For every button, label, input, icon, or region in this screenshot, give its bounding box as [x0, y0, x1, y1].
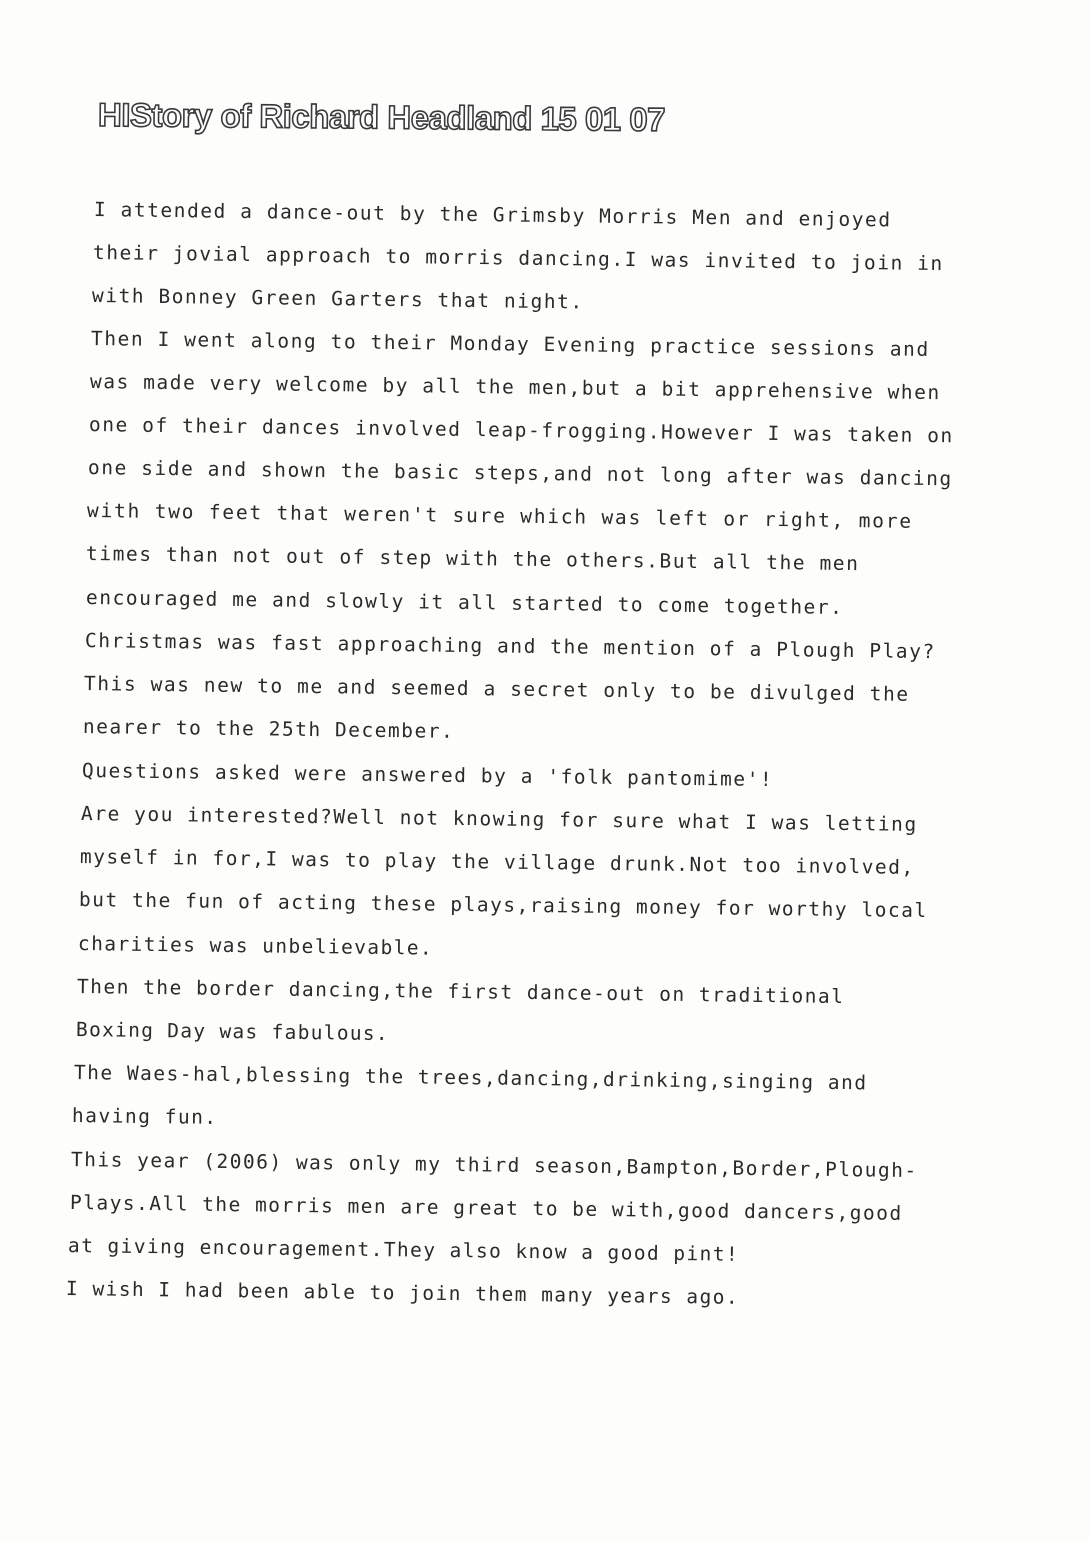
- text-line: Then I went along to their Monday Evening practice sessions and: [90, 327, 930, 361]
- text-line: Questions asked were answered by a 'folk pantomime'!: [81, 759, 774, 792]
- text-line: Boxing Day was fabulous.: [75, 1018, 390, 1046]
- text-line: Christmas was fast approaching and the mention of a Plough Play?: [84, 629, 936, 664]
- text-line: Plays.All the morris men are great to be with,good dancers,good: [69, 1191, 903, 1225]
- text-line: having fun.: [71, 1104, 218, 1129]
- text-line: This year (2006) was only my third season,Bampton,Border,Plough-: [70, 1148, 918, 1183]
- text-line: was made very welcome by all the men,but a bit apprehensive when: [89, 370, 941, 405]
- text-line: I attended a dance-out by the Grimsby Morris Men and enjoyed: [93, 198, 892, 232]
- text-line: nearer to the 25th December.: [82, 715, 455, 743]
- text-line: I wish I had been able to join them many years ago.: [65, 1277, 740, 1309]
- text-line: The Waes-hal,blessing the trees,dancing,drinking,singing and: [73, 1061, 868, 1095]
- text-line: one side and shown the basic steps,and not long after was dancing: [87, 456, 953, 491]
- text-line: one of their dances involved leap-frogging.However I was taken on: [88, 413, 954, 448]
- text-line: myself in for,I was to play the village drunk.Not too involved,: [79, 845, 915, 879]
- text-line: at giving encouragement.They also know a good pint!: [67, 1234, 740, 1266]
- document-title: HIStory of Richard Headland 15 01 07: [97, 96, 666, 138]
- text-line: their jovial approach to morris dancing.I was invited to join in: [92, 241, 944, 276]
- text-line: times than not out of step with the others.But all the men: [85, 542, 860, 576]
- text-line: encouraged me and slowly it all started to come together.: [85, 586, 844, 619]
- text-line: Are you interested?Well not knowing for sure what I was letting: [80, 802, 918, 836]
- text-line: Then the border dancing,the first dance-out on traditional: [76, 975, 845, 1009]
- text-line: This was new to me and seemed a secret only to be divulged the: [83, 672, 910, 706]
- text-line: but the fun of acting these plays,raising money for worthy local: [78, 888, 928, 923]
- text-line: charities was unbelievable.: [77, 932, 434, 960]
- text-line: with Bonney Green Garters that night.: [91, 284, 584, 314]
- text-line: with two feet that weren't sure which was left or right, more: [86, 499, 914, 533]
